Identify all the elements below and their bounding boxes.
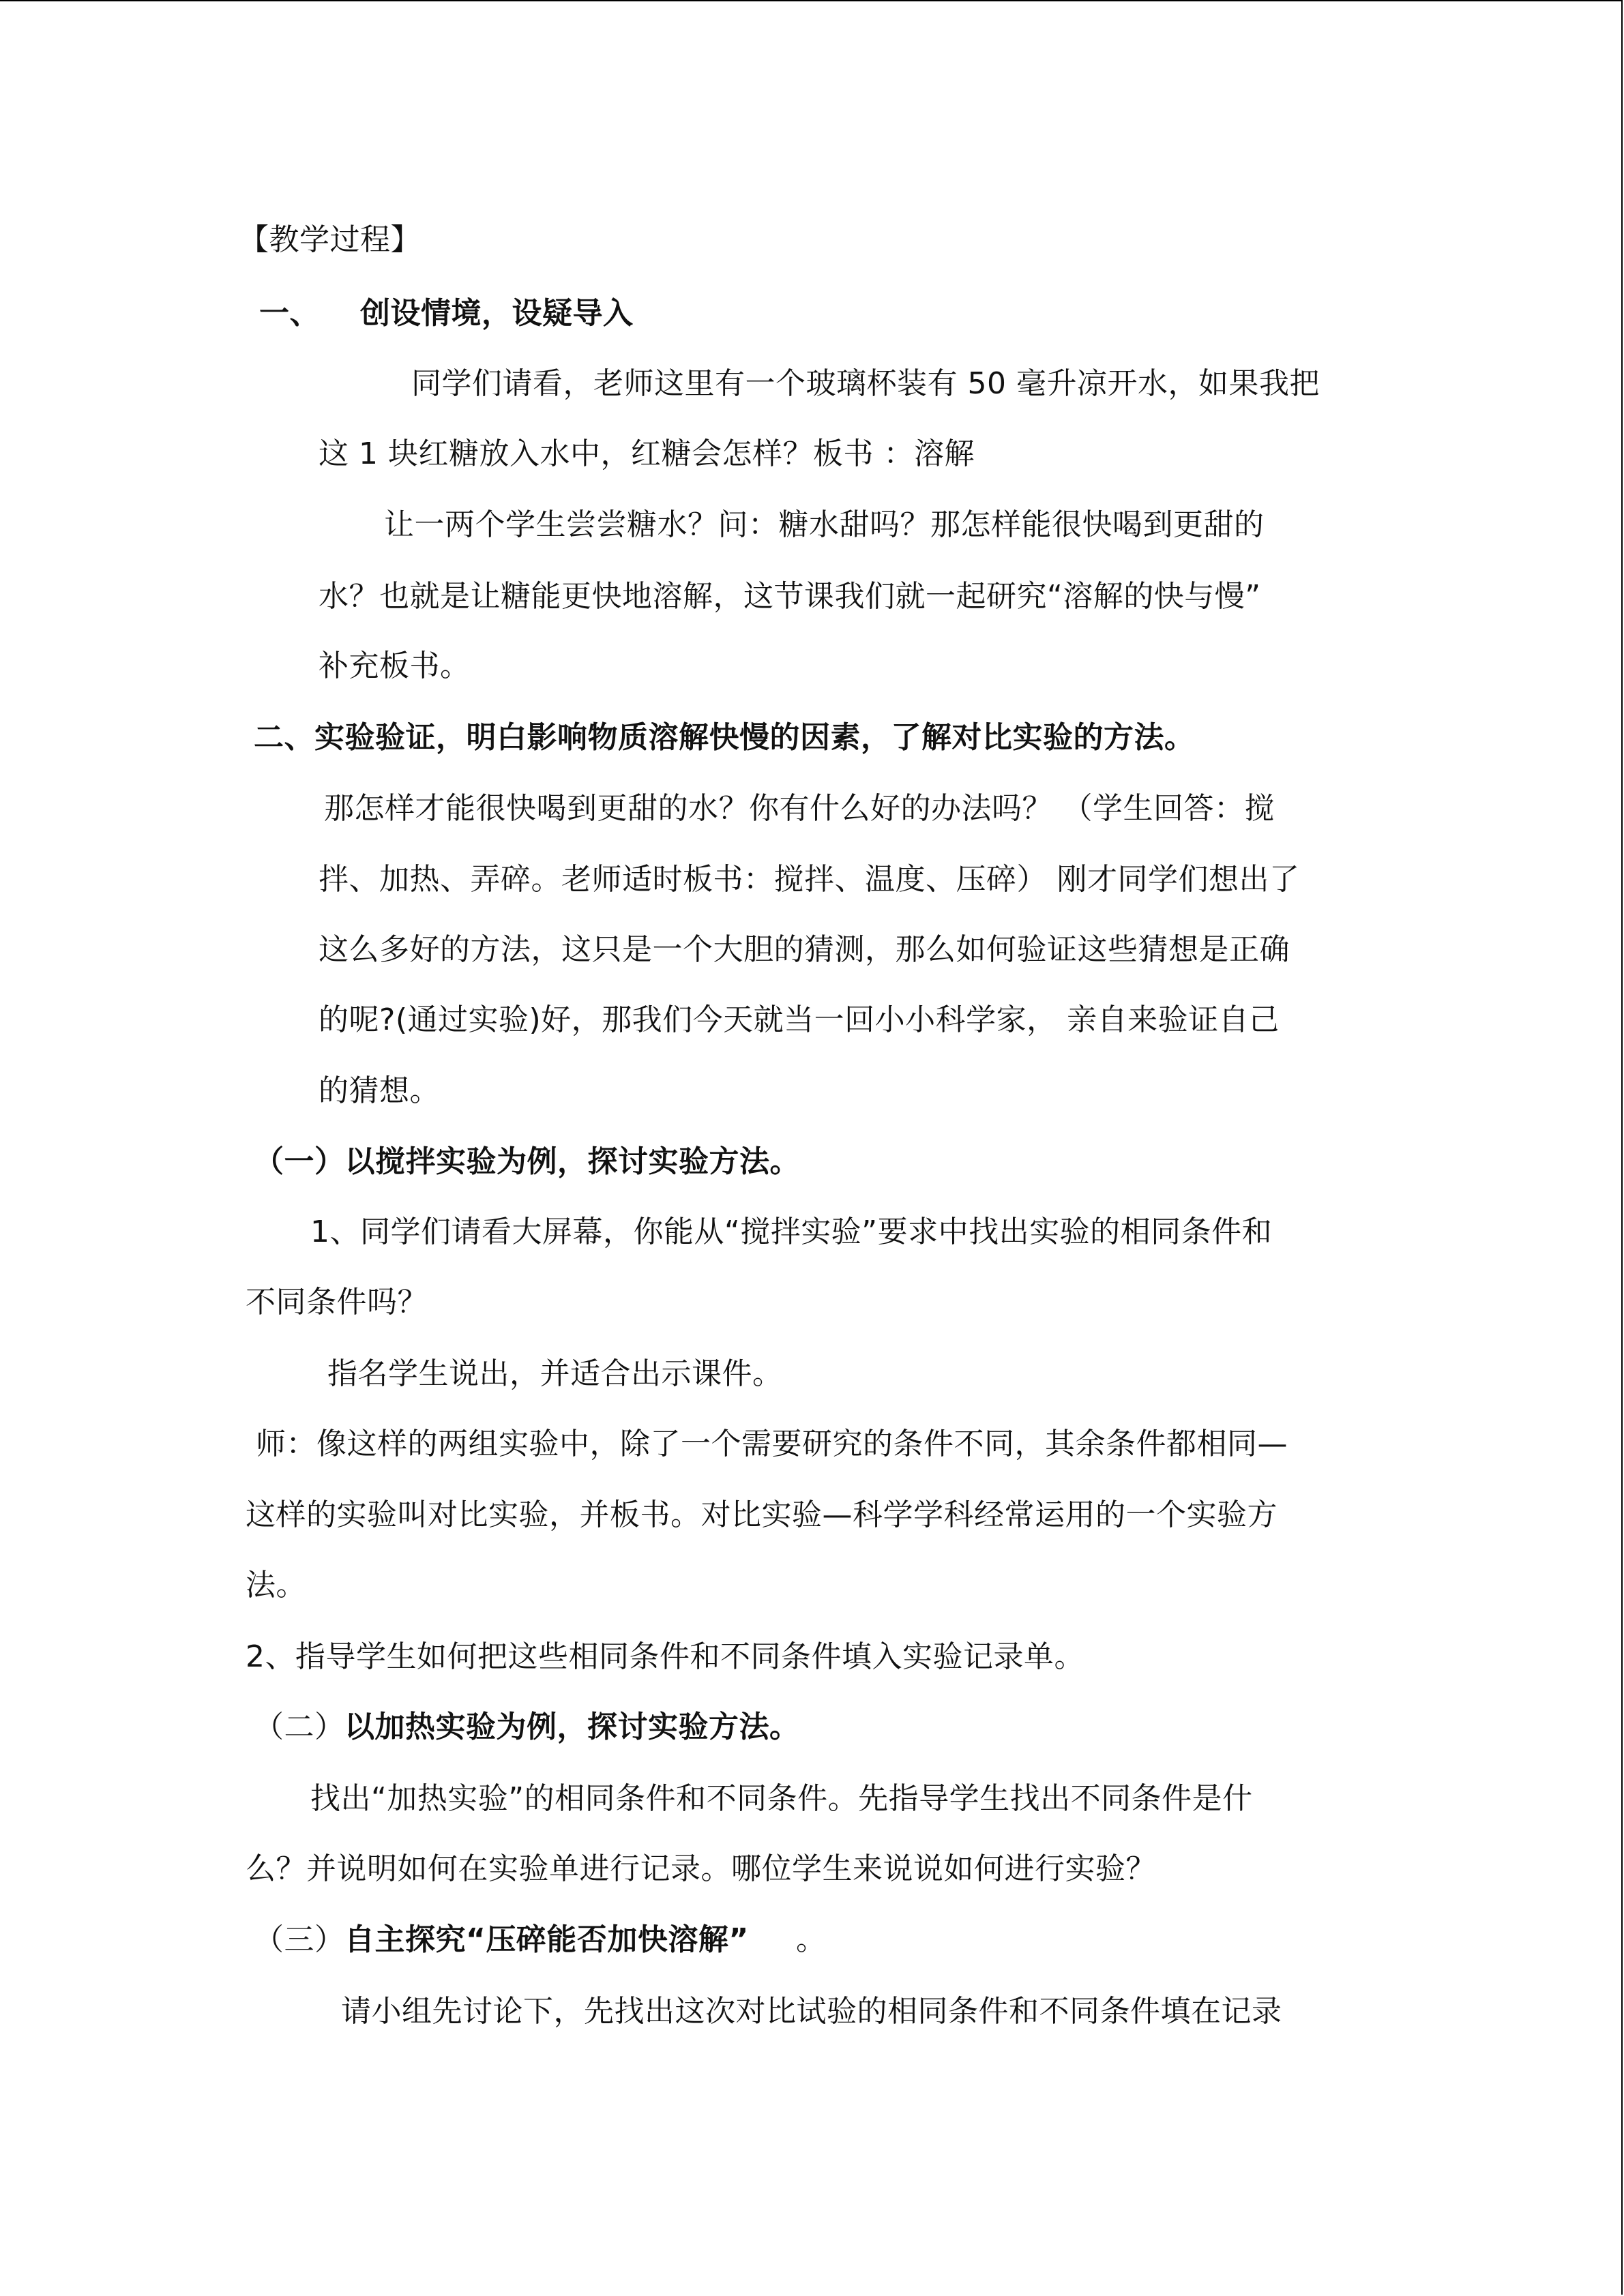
section1-line-4: 水？也就是让糖能更快地溶解，这节课我们就一起研究“溶解的快与慢”	[319, 579, 1261, 614]
sub1-line-1: 1、同学们请看大屏幕，你能从“搅拌实验”要求中找出实验的相同条件和	[310, 1214, 1273, 1249]
section1-line-5: 补充板书。	[319, 648, 471, 683]
section1-line-2: 这 1 块红糖放入水中，红糖会怎样？板书 ：溶解	[319, 436, 975, 471]
section1-line-3: 让一两个学生尝尝糖水？问：糖水甜吗？那怎样能很快喝到更甜的	[384, 507, 1265, 542]
sub1-line-5: 这样的实验叫对比实验，并板书。对比实验—科学学科经常运用的一个实验方	[246, 1497, 1278, 1532]
section2-line-1: 那怎样才能很快喝到更甜的水？你有什么好的办法吗？ （学生回答：搅	[324, 791, 1275, 826]
sub3-title: 自主探究“压碎能否加快溶解”	[344, 1922, 749, 1957]
sub1-line-2: 不同条件吗？	[246, 1285, 428, 1320]
sub3-suffix: 。	[796, 1922, 827, 1957]
section2-line-5: 的猜想。	[319, 1073, 440, 1108]
sub1-line-4: 师：像这样的两组实验中，除了一个需要研究的条件不同，其余条件都相同—	[256, 1427, 1288, 1461]
sub1-line-3: 指名学生说出，并适合出示课件。	[327, 1356, 783, 1391]
sub1-line-6: 法。	[246, 1568, 306, 1602]
sub2-title: 以加热实验为例，探讨实验方法。	[344, 1710, 800, 1744]
sub2-line-1: 找出“加热实验”的相同条件和不同条件。先指导学生找出不同条件是什	[310, 1781, 1253, 1816]
section2-line-4: 的呢?(通过实验)好，那我们今天就当一回小小科学家， 亲自来验证自己	[319, 1002, 1280, 1037]
section1-line-1: 同学们请看，老师这里有一个玻璃杯装有 50 毫升凉开水，如果我把	[411, 366, 1320, 401]
sub3-prefix: （三）	[254, 1922, 345, 1957]
section1-number: 一、	[259, 296, 320, 331]
section2-title: 二、实验验证，明白影响物质溶解快慢的因素，了解对比实验的方法。	[254, 720, 1195, 755]
sub2-prefix: （二）	[254, 1710, 345, 1744]
section2-line-3: 这么多好的方法，这只是一个大胆的猜测，那么如何验证这些猜想是正确	[319, 932, 1290, 967]
sub1-line-7: 2、指导学生如何把这些相同条件和不同条件填入实验记录单。	[246, 1639, 1084, 1674]
sub2-line-2: 么？并说明如何在实验单进行记录。哪位学生来说说如何进行实验？	[246, 1851, 1156, 1886]
page-heading: 【教学过程】	[239, 222, 421, 257]
sub3-line-1: 请小组先讨论下，先找出这次对比试验的相同条件和不同条件填在记录	[341, 1994, 1282, 2029]
section2-line-2: 拌、加热、弄碎。老师适时板书：搅拌、温度、压碎） 刚才同学们想出了	[319, 862, 1300, 897]
section1-title: 创设情境，设疑导入	[360, 296, 634, 331]
sub1-title: （一）以搅拌实验为例，探讨实验方法。	[254, 1144, 800, 1179]
